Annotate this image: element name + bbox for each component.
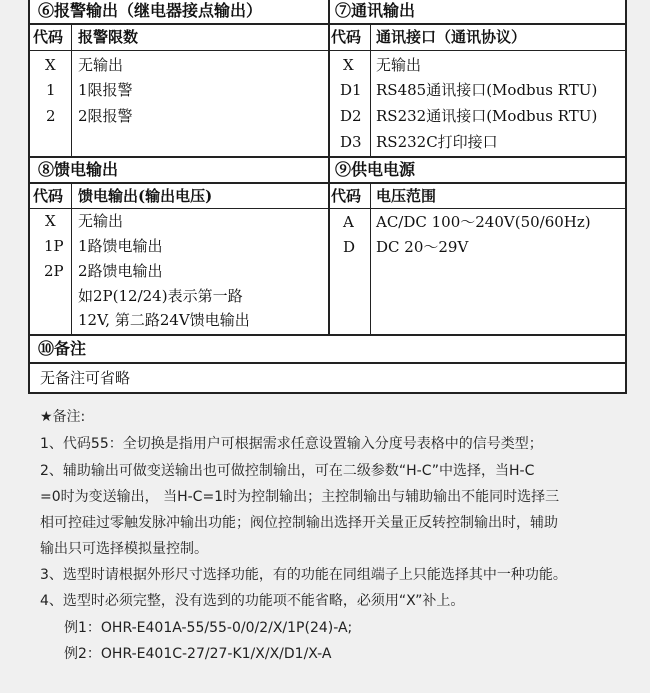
feed-col-code: 代码 <box>33 187 64 205</box>
comm-row-code: D3 <box>340 133 362 151</box>
divider <box>328 0 330 334</box>
alarm-row-code: X <box>45 56 56 74</box>
comm-row-code: D1 <box>340 81 362 99</box>
note-line: 2、辅助输出可做变送输出也可做控制输出，可在二级参数“H-C”中选择，当H-C <box>40 463 535 479</box>
note-line: 相可控硅过零触发脉冲输出功能；阀位控制输出选择开关量正反转控制输出时，辅助 <box>40 515 558 531</box>
comm-col-desc: 通讯接口（通讯协议） <box>376 28 527 46</box>
power-row-desc: AC/DC 100～240V(50/60Hz) <box>376 213 591 231</box>
alarm-row-code: 2 <box>46 107 56 125</box>
divider <box>30 362 625 364</box>
note-line: =0时为变送输出， 当H-C=1时为控制输出；主控制输出与辅助输出不能同时选择三 <box>40 489 560 505</box>
alarm-col-code: 代码 <box>33 28 64 46</box>
divider <box>71 184 72 334</box>
example-line: 例2：OHR-E401C-27/27-K1/X/X/D1/X-A <box>64 646 332 662</box>
comm-row-code: D2 <box>340 107 362 125</box>
alarm-section-title: ⑥报警输出（继电器接点输出） <box>38 1 263 20</box>
power-col-code: 代码 <box>331 187 362 205</box>
feed-row-desc: 2路馈电输出 <box>78 262 163 280</box>
feed-col-desc: 馈电输出(输出电压) <box>78 187 213 205</box>
remark-section-title: ⑩备注 <box>38 339 87 358</box>
comm-row-code: X <box>343 56 354 74</box>
divider <box>30 334 625 336</box>
alarm-col-desc: 报警限数 <box>78 28 139 46</box>
note-line: 4、选型时必须完整，没有选到的功能项不能省略，必须用“X”补上。 <box>40 593 465 609</box>
feed-row-code: X <box>45 212 56 230</box>
comm-col-code: 代码 <box>331 28 362 46</box>
spec-table <box>28 0 627 394</box>
feed-extra-line: 如2P(12/24)表示第一路 <box>78 287 243 305</box>
comm-row-desc: RS232通讯接口(Modbus RTU) <box>376 107 598 125</box>
alarm-row-desc: 1限报警 <box>78 81 133 99</box>
power-col-desc: 电压范围 <box>376 187 437 205</box>
note-line: 3、选型时请根据外形尺寸选择功能，有的功能在同组端子上只能选择其中一种功能。 <box>40 567 567 583</box>
comm-row-desc: 无输出 <box>376 56 422 74</box>
feed-section-title: ⑧馈电输出 <box>38 160 119 179</box>
feed-extra-line: 12V, 第二路24V馈电输出 <box>78 311 250 329</box>
power-row-code: D <box>343 238 356 256</box>
alarm-row-desc: 无输出 <box>78 56 124 74</box>
note-line: 输出只可选择模拟量控制。 <box>40 541 208 557</box>
feed-row-desc: 1路馈电输出 <box>78 237 163 255</box>
power-section-title: ⑨供电电源 <box>335 160 416 179</box>
example-line: 例1：OHR-E401A-55/55-0/0/2/X/1P(24)-A; <box>64 620 353 636</box>
note-line: 1、代码55：全切换是指用户可根据需求任意设置输入分度号表格中的信号类型； <box>40 436 543 452</box>
divider <box>370 25 371 156</box>
divider <box>71 25 72 156</box>
comm-row-desc: RS232C打印接口 <box>376 133 498 151</box>
comm-row-desc: RS485通讯接口(Modbus RTU) <box>376 81 598 99</box>
alarm-row-code: 1 <box>46 81 56 99</box>
power-row-code: A <box>343 213 354 231</box>
alarm-row-desc: 2限报警 <box>78 107 133 125</box>
remark-text: 无备注可省略 <box>40 369 131 387</box>
power-row-desc: DC 20～29V <box>376 238 469 256</box>
comm-section-title: ⑦通讯输出 <box>335 1 416 20</box>
feed-row-code: 1P <box>44 237 64 255</box>
divider <box>370 184 371 334</box>
notes-heading: ★备注: <box>40 409 86 425</box>
feed-row-desc: 无输出 <box>78 212 124 230</box>
feed-row-code: 2P <box>44 262 64 280</box>
